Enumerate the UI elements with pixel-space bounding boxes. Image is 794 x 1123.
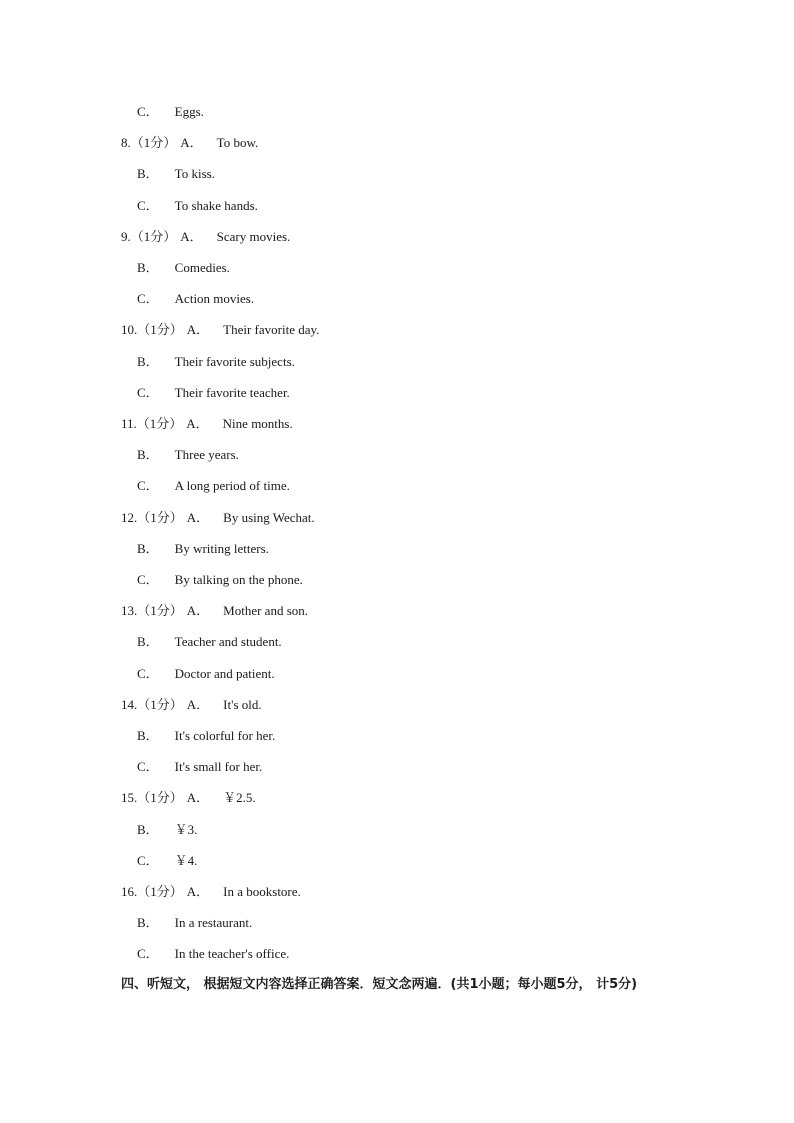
option-letter: B． bbox=[137, 353, 159, 369]
option-text: It's old. bbox=[223, 696, 262, 712]
option-text: In a restaurant. bbox=[174, 915, 253, 931]
option-text: In a bookstore. bbox=[223, 884, 301, 899]
option-letter: C． bbox=[137, 572, 159, 587]
option-letter: B． bbox=[137, 821, 159, 837]
option-letter: B． bbox=[137, 634, 159, 650]
question-line bbox=[121, 416, 293, 432]
option-line bbox=[137, 759, 262, 775]
option-letter: A． bbox=[180, 228, 203, 244]
option-letter: C． bbox=[137, 384, 159, 400]
option-line bbox=[137, 541, 269, 557]
option-letter: C． bbox=[137, 665, 159, 681]
question-number: 10.（1分） bbox=[121, 322, 183, 338]
option-line bbox=[137, 478, 290, 494]
option-letter: A． bbox=[186, 509, 210, 525]
option-letter: C． bbox=[137, 197, 159, 213]
question-line bbox=[121, 884, 301, 900]
option-text: ￥3. bbox=[174, 821, 198, 837]
question-line bbox=[121, 510, 315, 526]
question-line bbox=[121, 322, 319, 338]
question-line bbox=[121, 229, 290, 245]
question-number: 11.（1分） bbox=[121, 416, 183, 431]
option-text: A long period of time. bbox=[174, 478, 290, 494]
option-text: Teacher and student. bbox=[174, 634, 282, 650]
question-number: 13.（1分） bbox=[121, 603, 183, 619]
option-letter: B． bbox=[137, 166, 159, 182]
option-text: Their favorite subjects. bbox=[174, 353, 295, 369]
option-text: Nine months. bbox=[222, 416, 293, 431]
option-text: Scary movies. bbox=[216, 228, 291, 244]
question-number: 8.（1分） bbox=[121, 135, 177, 151]
option-text: In the teacher's office. bbox=[174, 946, 290, 962]
option-text: It's colorful for her. bbox=[174, 728, 276, 743]
option-line bbox=[137, 853, 197, 869]
question-number: 14.（1分） bbox=[121, 696, 183, 712]
option-line bbox=[137, 666, 275, 682]
option-letter: B． bbox=[137, 915, 159, 931]
option-line bbox=[137, 104, 204, 120]
option-text: ￥2.5. bbox=[223, 790, 256, 806]
option-text: To kiss. bbox=[174, 166, 215, 182]
option-text: Three years. bbox=[174, 447, 239, 463]
option-letter: A． bbox=[186, 696, 210, 712]
option-letter: A． bbox=[186, 416, 209, 431]
option-text: Action movies. bbox=[174, 291, 255, 307]
option-text: Doctor and patient. bbox=[174, 665, 275, 681]
question-number: 15.（1分） bbox=[121, 790, 183, 806]
option-line bbox=[137, 354, 295, 370]
section-heading: 四、听短文， 根据短文内容选择正确答案．短文念两遍．(共1小题；每小题5分， 计5分) bbox=[121, 977, 638, 992]
option-line bbox=[137, 946, 289, 962]
option-letter: B． bbox=[137, 728, 159, 743]
option-line bbox=[137, 260, 230, 276]
option-text: Mother and son. bbox=[223, 603, 309, 619]
option-line bbox=[137, 728, 275, 744]
option-text: By talking on the phone. bbox=[174, 572, 303, 587]
option-text: Eggs. bbox=[174, 104, 204, 119]
option-text: Comedies. bbox=[174, 260, 230, 275]
option-letter: A． bbox=[186, 322, 210, 338]
option-text: Their favorite teacher. bbox=[174, 384, 290, 400]
option-letter: A． bbox=[180, 135, 203, 151]
option-line bbox=[137, 385, 290, 401]
option-line bbox=[137, 822, 197, 838]
question-number: 12.（1分） bbox=[121, 509, 183, 525]
option-line bbox=[137, 291, 254, 307]
option-line bbox=[137, 915, 252, 931]
question-number: 16.（1分） bbox=[121, 884, 183, 899]
option-letter: C． bbox=[137, 104, 159, 119]
option-letter: C． bbox=[137, 478, 159, 494]
option-text: It's small for her. bbox=[174, 759, 263, 775]
option-text: By writing letters. bbox=[174, 540, 269, 556]
option-line bbox=[137, 166, 215, 182]
option-text: To shake hands. bbox=[174, 197, 258, 213]
option-line bbox=[137, 447, 239, 463]
option-text: Their favorite day. bbox=[223, 322, 320, 338]
option-line bbox=[137, 634, 282, 650]
option-letter: B． bbox=[137, 540, 159, 556]
option-text: ￥4. bbox=[174, 852, 198, 868]
option-letter: A． bbox=[186, 790, 210, 806]
option-letter: C． bbox=[137, 946, 159, 962]
option-letter: C． bbox=[137, 291, 159, 307]
question-line bbox=[121, 135, 258, 151]
option-line bbox=[137, 198, 258, 214]
option-letter: C． bbox=[137, 852, 159, 868]
question-line bbox=[121, 603, 308, 619]
option-letter: A． bbox=[186, 884, 210, 899]
option-letter: B． bbox=[137, 447, 159, 463]
question-line bbox=[121, 790, 256, 806]
question-line bbox=[121, 697, 262, 713]
option-text: By using Wechat. bbox=[223, 509, 315, 525]
option-line bbox=[137, 572, 303, 588]
option-letter: A． bbox=[186, 603, 210, 619]
option-letter: B． bbox=[137, 260, 159, 275]
question-number: 9.（1分） bbox=[121, 228, 177, 244]
option-text: To bow. bbox=[216, 135, 259, 151]
option-letter: C． bbox=[137, 759, 159, 775]
